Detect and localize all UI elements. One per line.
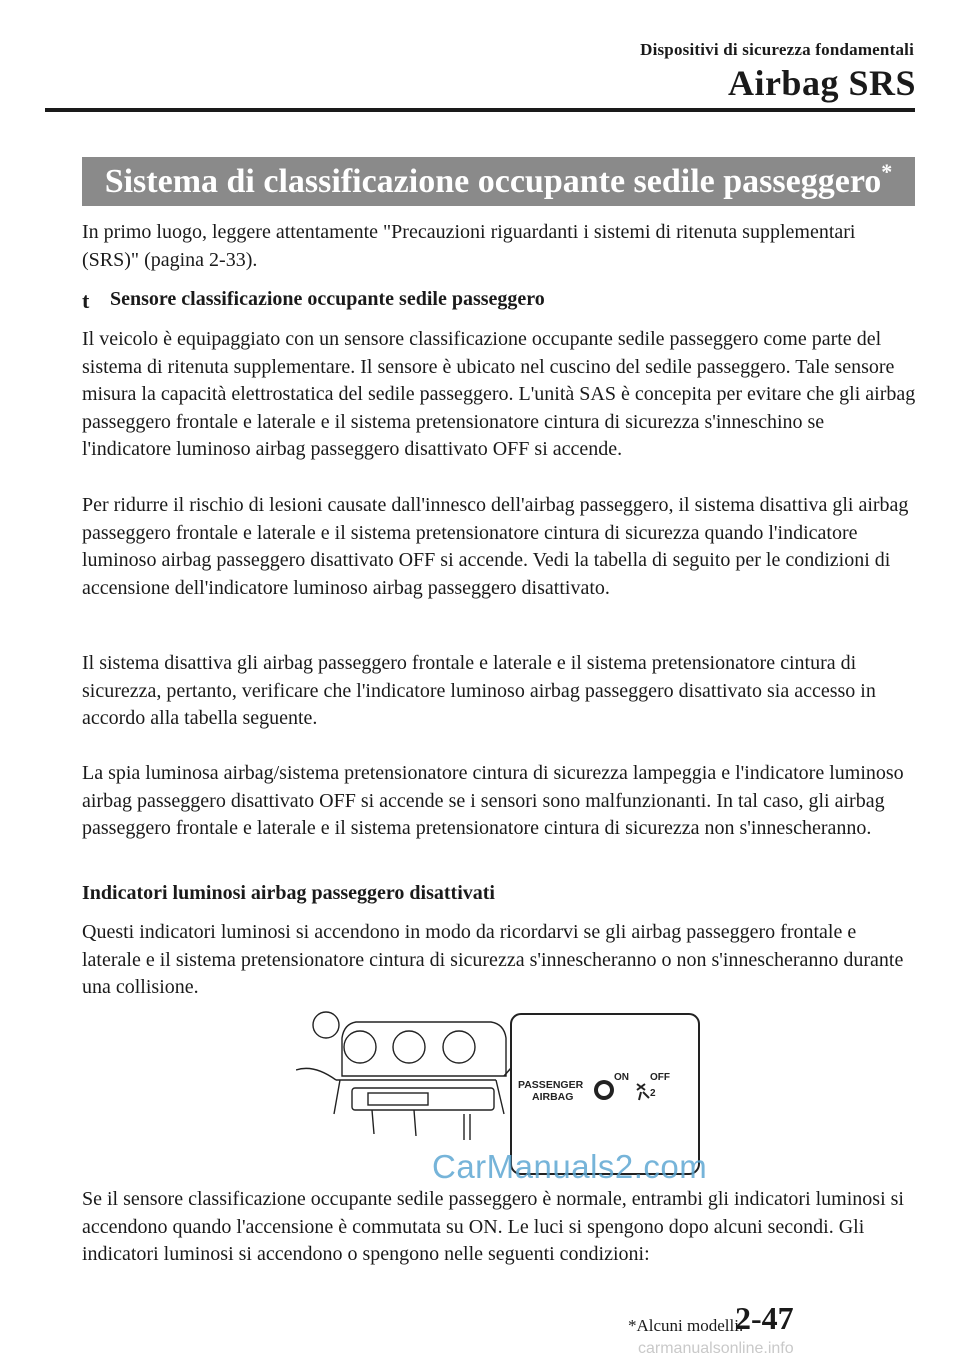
airbag-on-icon [594, 1080, 614, 1100]
header-divider [45, 108, 915, 112]
indicators-paragraph: Questi indicatori luminosi si accendono in modo da ricordarvi se gli airbag passeggero frontale e laterale e il sistema pretensionatore cintura di sicurezza s'innescheranno o non s'innescheranno durante una collisione. [82, 921, 904, 998]
paragraph-4: La spia luminosa airbag/sistema pretensionatore cintura di sicurezza lampeggia e l'indicatore luminoso airbag passeggero disattivato OFF si accende se i sensori sono malfunzionanti. In tal caso, gli airbag passeggero frontale e laterale e il sistema pretensionatore cintura di sicurezza non s'innescheranno. [82, 762, 904, 839]
paragraph-2: Per ridurre il rischio di lesioni causate dall'innesco dell'airbag passeggero, il sistema disattiva gli airbag passeggero frontale e laterale e il sistema pretensionatore cintura di sicurezza quando l'indicatore luminoso airbag passeggero disattivato OFF si accende. Vedi la tabella di seguito per le condizioni di accensione dell'indicatore luminoso airbag passeggero disattivato. [82, 494, 909, 599]
section-asterisk: * [881, 159, 893, 184]
after-figure-paragraph: Se il sensore classificazione occupante sedile passeggero è normale, entrambi gli indicatori luminosi si accendono quando l'accensione è commutata su ON. Le luci si spengono dopo alcuni secondi. Gli indicatori luminosi si accendono o spengono nelle seguenti condizioni: [82, 1188, 904, 1265]
intro-paragraph: In primo luogo, leggere attentamente "Precauzioni riguardanti i sistemi di ritenuta supplementari (SRS)" (pagina 2-33). [82, 221, 856, 271]
off-two-label: 2 [650, 1088, 656, 1099]
paragraph-3: Il sistema disattiva gli airbag passeggero frontale e laterale e il sistema pretensionatore cintura di sicurezza, pertanto, verificare che l'indicatore luminoso airbag passeggero disattivato sia accesso in accordo alla tabella seguente. [82, 652, 876, 729]
section-title: Sistema di classificazione occupante sedile passeggero [104, 163, 882, 200]
airbag-label: AIRBAG [532, 1091, 574, 1103]
subsection-bullet-icon: t [82, 288, 90, 313]
site-watermark: carmanualsonline.info [638, 1340, 794, 1357]
subsection-heading: Sensore classificazione occupante sedile passeggero [110, 288, 545, 310]
section-title-banner [82, 157, 915, 206]
page-section-title: Airbag SRS [727, 63, 916, 103]
footnote: *Alcuni modelli. [628, 1316, 744, 1335]
off-label: OFF [650, 1072, 670, 1083]
passenger-label: PASSENGER [518, 1079, 584, 1091]
indicators-heading: Indicatori luminosi airbag passeggero disattivati [82, 882, 495, 904]
carmanuals-watermark: CarManuals2.com [432, 1148, 708, 1185]
page-number: 2-47 [735, 1300, 794, 1336]
chapter-breadcrumb: Dispositivi di sicurezza fondamentali [640, 40, 914, 59]
on-label: ON [614, 1072, 629, 1083]
paragraph-1: Il veicolo è equipaggiato con un sensore classificazione occupante sedile passeggero come parte del sistema di ritenuta supplementare. Il sensore è ubicato nel cuscino del sedile passeggero. Tale sensore misura la capacità elettrostatica del sedile passeggero. L'unità SAS è concepita per evitare che gli airbag passeggero frontale e laterale e il sistema pretensionatore cintura di sicurezza s'inneschino se l'indicatore luminoso airbag passeggero disattivato OFF si accende. [82, 328, 916, 460]
